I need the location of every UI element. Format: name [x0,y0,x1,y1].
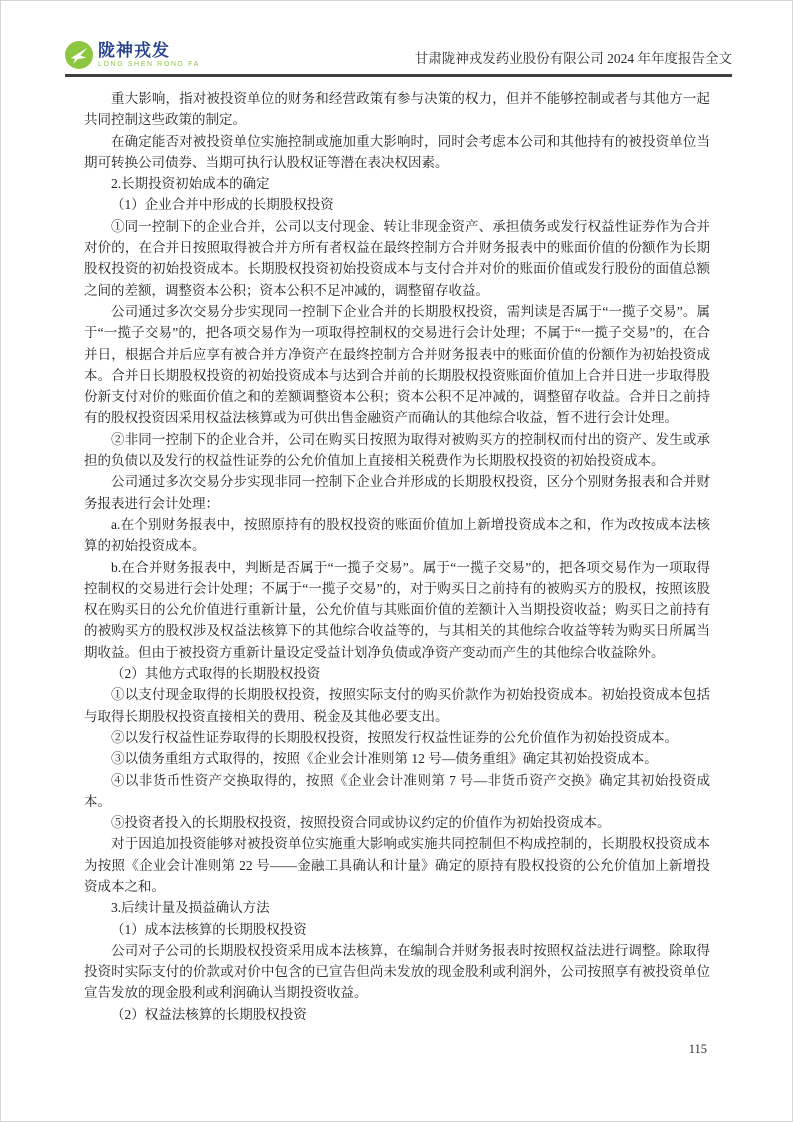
paragraph: （2）权益法核算的长期股权投资 [111,1006,307,1022]
paragraph: ③以债务重组方式取得的，按照《企业会计准则第 12 号—债务重组》确定其初始投资成本。 [111,751,658,767]
paragraph: a.在个别财务报表中，按照原持有的股权投资的账面价值加上新增投资成本之和，作为改按成本法核算的初始投资成本。 [84,516,710,554]
page-footer [689,1042,707,1057]
paragraph: 公司对子公司的长期股权投资采用成本法核算，在编制合并财务报表时按照权益法进行调整。除取得投资时实际支付的价款或对价中包含的已宣告但尚未发放的现金股利或利润外，公司按照享有被投资单位宣告发放的现金股利或利润确认当期投资收益。 [84,942,710,1001]
document-body [84,88,710,1025]
paragraph: ⑤投资者投入的长期股权投资，按照投资合同或协议约定的价值作为初始投资成本。 [111,815,611,831]
paragraph: 公司通过多次交易分步实现非同一控制下企业合并形成的长期股权投资，区分个别财务报表和合并财务报表进行会计处理： [84,474,710,511]
paragraph: b.在合并财务报表中，判断是否属于“一揽子交易”。属于“一揽子交易”的，把各项交易作为一项取得控制权的交易进行会计处理；不属于“一揽子交易”的，对于购买日之前持有的被购买方的股权，按照该股权在购买日的公允价值进行重新计量，公允价值与其账面价值的差额计入当期投资收益；购买日之前持有的被购买方的股权涉及权益法核算下的其他综合收益等的，与其相关的其他综合收益等转为购买日所属当期收益。但由于被投资方重新计量设定受益计划净负债或净资产变动而产生的其他综合收益除外。 [84,559,710,660]
logo-bird-icon [65,41,93,69]
paragraph: （1）企业合并中形成的长期股权投资 [111,197,334,213]
paragraph: ①以支付现金取得的长期股权投资，按照实际支付的购买价款作为初始投资成本。初始投资成本包括与取得长期股权投资直接相关的费用、税金及其他必要支出。 [84,687,710,724]
paragraph: ②非同一控制下的企业合并，公司在购买日按照为取得对被购买方的控制权而付出的资产、发生或承担的负债以及发行的权益性证券的公允价值加上直接相关税费作为长期股权投资的初始投资成本。 [84,431,710,469]
logo-text [98,42,200,68]
paragraph: 2.长期投资初始成本的确定 [111,176,270,192]
company-logo [65,41,200,69]
page-header [65,41,732,77]
paragraph: 3.后续计量及损益确认方法 [111,900,270,916]
paragraph: ④以非货币性资产交换取得的，按照《企业会计准则第 7 号—非货币资产交换》确定其初始投资成本。 [84,772,710,809]
paragraph: ②以发行权益性证券取得的长期股权投资，按照发行权益性证券的公允价值作为初始投资成本。 [111,729,678,745]
report-title: 甘肃陇神戎发药业股份有限公司 2024 年年度报告全文 [414,51,732,66]
paragraph: （2）其他方式取得的长期股权投资 [111,666,321,682]
paragraph: （1）成本法核算的长期股权投资 [111,921,307,937]
paragraph: 重大影响，指对被投资单位的财务和经营政策有参与决策的权力，但并不能够控制或者与其他方一起共同控制这些政策的制定。 [84,91,710,128]
paragraph: ①同一控制下的企业合并，公司以支付现金、转让非现金资产、承担债务或发行权益性证券作为合并对价的，在合并日按照取得被合并方所有者权益在最终控制方合并财务报表中的账面价值的份额作为长期股权投资的初始投资成本。长期股权投资初始投资成本与支付合并对价的账面价值或发行股份的面值总额之间的差额，调整资本公积；资本公积不足冲减的，调整留存收益。 [84,218,710,298]
logo-company-name-en: LONG SHEN RONG FA [98,61,200,68]
paragraph: 公司通过多次交易分步实现同一控制下企业合并的长期股权投资，需判读是否属于“一揽子交易”。属于“一揽子交易”的，把各项交易作为一项取得控制权的交易进行会计处理；不属于“一揽子交易”的，在合并日，根据合并后应享有被合并方净资产在最终控制方合并财务报表中的账面价值的份额作为初始投资成本。合并日长期股权投资的初始投资成本与达到合并前的长期股权投资账面价值加上合并日进一步取得股份新支付对价的账面价值之和的差额调整资本公积；资本公积不足冲减的，调整留存收益。合并日之前持有的股权投资因采用权益法核算或为可供出售金融资产而确认的其他综合收益，暂不进行会计处理。 [84,303,710,426]
page-number: 115 [688,1042,707,1056]
paragraph: 对于因追加投资能够对被投资单位实施重大影响或实施共同控制但不构成控制的，长期股权投资成本为按照《企业会计准则第 22 号——金融工具确认和计量》确定的原持有股权投资的公允价值加上新增投资成本之和。 [84,836,710,894]
logo-company-name: 陇神戎发 [98,41,170,60]
paragraph: 在确定能否对被投资单位实施控制或施加重大影响时，同时会考虑本公司和其他持有的被投资单位当期可转换公司债券、当期可执行认股权证等潜在表决权因素。 [84,133,710,170]
